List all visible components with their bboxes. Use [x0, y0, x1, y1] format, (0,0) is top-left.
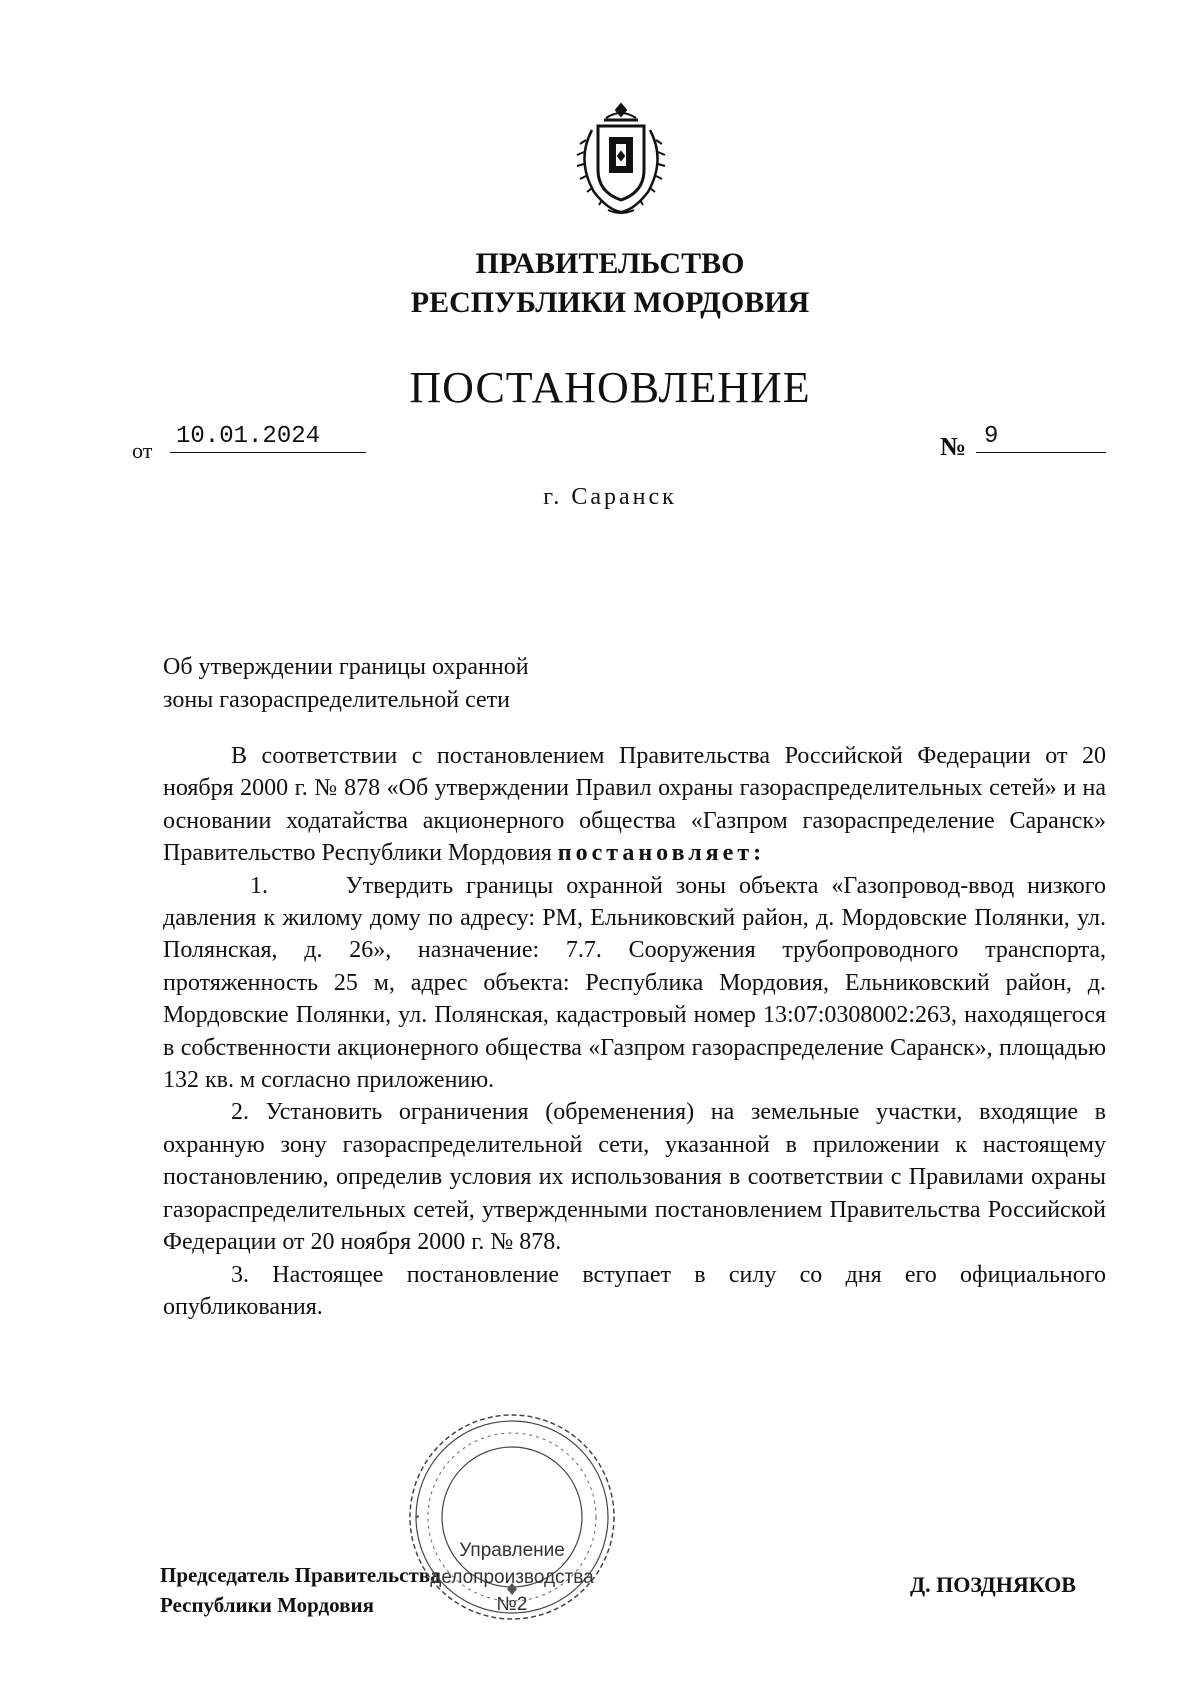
document-body: [163, 740, 1106, 1323]
stamp-line3: №2: [496, 1594, 528, 1615]
signatory-title: [160, 1560, 441, 1620]
preamble-text: В соответствии с постановлением Правительства Российской Федерации от 20 ноября 2000 г. № 878 «Об утверждении Правил охраны газораспределительных сетей» и на основании ходатайства акционерного общества «Газпром газораспределение Саранск» Правительство Республики Мордовия: [163, 743, 1106, 867]
organization-name-line1: ПРАВИТЕЛЬСТВО: [475, 247, 745, 280]
document-date: 10.01.2024: [170, 423, 366, 453]
stamp-line1: Управление: [459, 1540, 565, 1561]
signatory-name: Д. ПОЗДНЯКОВ: [910, 1572, 1076, 1597]
signatory-title-line1: Председатель Правительства: [160, 1563, 441, 1587]
subject-line1: Об утверждении границы охранной: [163, 654, 529, 680]
signatory-title-line2: Республики Мордовия: [160, 1593, 374, 1617]
preamble-keyword: постановляет:: [557, 840, 766, 867]
document-type-title: ПОСТАНОВЛЕНИЕ: [409, 363, 811, 412]
organization-name-line2: РЕСПУБЛИКИ МОРДОВИЯ: [410, 286, 810, 319]
item-1-paragraph: [163, 870, 1106, 1097]
stamp-line2: делопроизводства: [430, 1567, 594, 1588]
document-number: 9: [976, 423, 1106, 453]
item-2-paragraph: 2. Установить ограничения (обременения) на земельные участки, входящие в охранную зону газораспределительной сети, указанной в приложении к настоящему постановлению, определив условия их использования в соответствии с Правилами охраны газораспределительных сетей, утвержденными постановлением Правительства Российской Федерации от 20 ноября 2000 г. № 878.: [163, 1099, 1106, 1256]
subject-line2: зоны газораспределительной сети: [163, 687, 510, 713]
coat-of-arms-emblem: [568, 100, 674, 218]
official-stamp: [404, 1409, 620, 1625]
city-name: г. Саранск: [543, 484, 677, 510]
item-3-paragraph: 3. Настоящее постановление вступает в силу со дня его официального опубликования.: [163, 1261, 1106, 1320]
document-subject: [163, 651, 663, 717]
item-1-number: 1.: [250, 872, 268, 899]
number-prefix: №: [940, 432, 967, 461]
date-prefix: от: [132, 438, 153, 463]
item-1-text: Утвердить границы охранной зоны объекта «Газопровод-ввод низкого давления к жилому дому по адресу: РМ, Ельниковский район, д. Мордовские Полянки, ул. Полянская, д. 26», назначение: 7.7. Сооружения трубопроводного транспорта, протяженность 25 м, адрес объекта: Республика Мордовия, Ельниковский район, д. Мордовские Полянки, ул. Полянская, кадастровый номер 13:07:0308002:263, находящегося в собственности акционерного общества «Газпром газораспределение Саранск», площадью 132 кв. м согласно приложению.: [163, 872, 1107, 1094]
preamble-paragraph: [163, 740, 1106, 870]
